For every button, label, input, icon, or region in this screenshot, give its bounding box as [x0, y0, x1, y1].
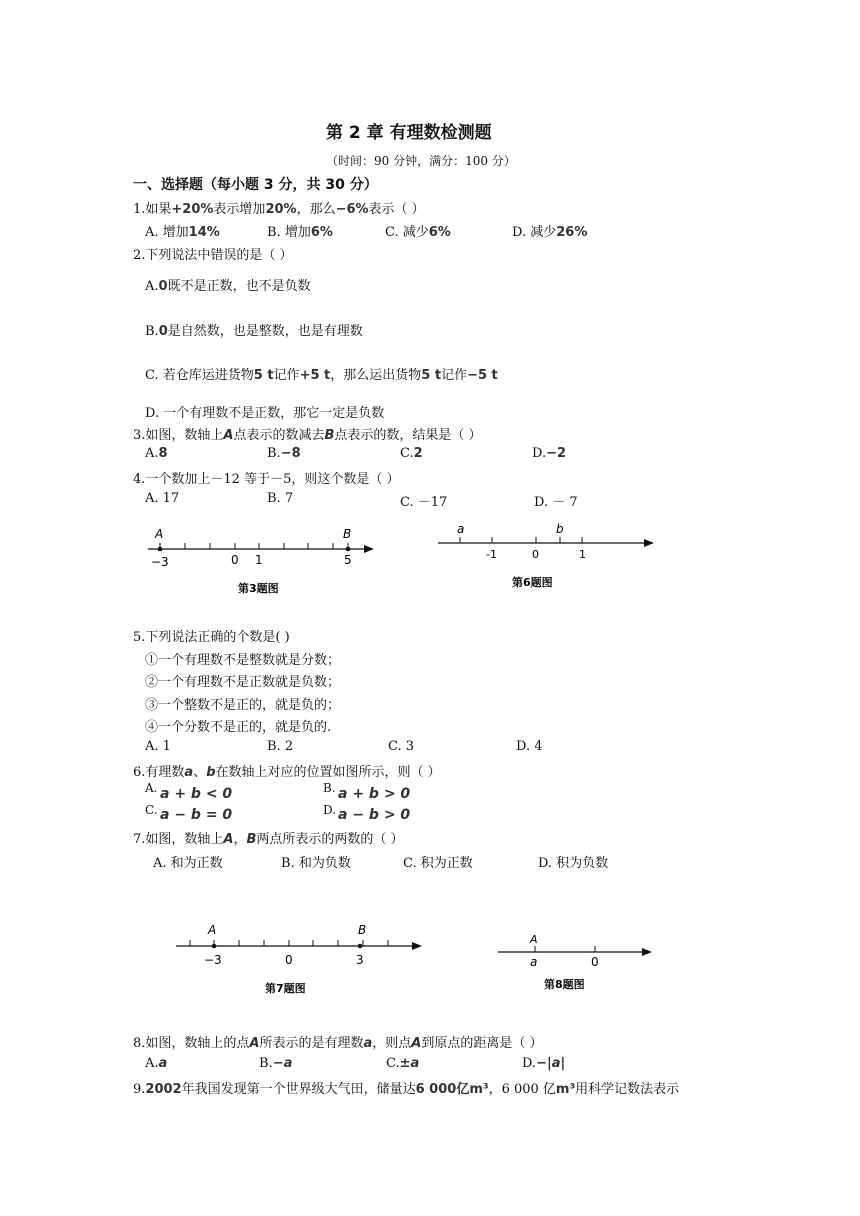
q1-text: 1.如果: [133, 202, 172, 217]
fig7-tick-3: 3: [356, 953, 364, 967]
question-3: 3.如图，数轴上A点表示的数减去B点表示的数，结果是（ ）: [133, 428, 482, 443]
q1-math: −6%: [335, 202, 369, 217]
fig7-label-a: A: [208, 923, 217, 937]
q1-option-b: B. 增加6%: [267, 225, 333, 240]
fig7-tick-0: 0: [285, 953, 293, 967]
q1-option-d: D. 减少26%: [512, 225, 588, 240]
q1-text: 表示（ ）: [368, 202, 425, 217]
q7-option-d: D. 积为负数: [538, 856, 609, 871]
fig8-label-a-point: A: [530, 933, 538, 946]
fig3-label-a: A: [155, 527, 164, 541]
q1-option-c: C. 减少6%: [385, 225, 451, 240]
q1-math: +20%: [171, 202, 214, 217]
q5-option-a: A. 1: [145, 739, 171, 754]
question-5: 5.下列说法正确的个数是( ): [133, 630, 290, 645]
fig6-label-b: b: [556, 522, 564, 536]
q6-option-a: a + b < 0: [160, 786, 233, 802]
q4-option-b: B. 7: [267, 491, 294, 506]
q5-option-d: D. 4: [516, 739, 543, 754]
q6-option-c-label: C.: [145, 803, 158, 817]
figure-q8-number-line: [492, 928, 662, 998]
q2-option-d: D. 一个有理数不是正数，那它一定是负数: [145, 406, 385, 421]
question-9: 9.2002年我国发现第一个世界级大气田，储量达6 000亿m³，6 000 亿m³用科学记数法表示: [133, 1082, 680, 1097]
q5-option-c: C. 3: [388, 739, 415, 754]
q4-option-a: A. 17: [145, 491, 180, 506]
q5-item-2: ②一个有理数不是正数就是负数；: [145, 675, 341, 690]
page-subtitle: （时间：90 分钟，满分：100 分）: [326, 154, 516, 168]
page-title: 第 2 章 有理数检测题: [326, 123, 492, 143]
q3-option-d: D.−2: [532, 446, 567, 461]
q7-option-c: C. 积为正数: [403, 856, 473, 871]
q4-option-c: C. －17: [400, 495, 448, 510]
question-6: 6.有理数a、b在数轴上对应的位置如图所示，则（ ）: [133, 765, 441, 780]
q5-item-4: ④一个分数不是正的，就是负的.: [145, 720, 332, 735]
fig7-caption: 第7题图: [265, 982, 306, 995]
fig6-label-a: a: [457, 522, 465, 536]
q4-option-d: D. － 7: [534, 495, 578, 510]
section-heading: 一、选择题（每小题 3 分，共 30 分）: [133, 177, 378, 193]
figure-q6-number-line: [432, 518, 662, 593]
q5-item-3: ③一个整数不是正的，就是负的；: [145, 698, 341, 713]
q7-option-b: B. 和为负数: [281, 856, 351, 871]
q3-option-a: A.8: [145, 446, 168, 461]
fig8-tick-0: 0: [591, 955, 599, 969]
fig3-tick-neg3: −3: [151, 555, 169, 569]
figure-q3-number-line: [140, 522, 380, 600]
fig3-caption: 第3题图: [238, 582, 279, 595]
q2-option-b: B.0是自然数，也是整数，也是有理数: [145, 324, 363, 339]
fig6-tick-0: 0: [532, 548, 539, 561]
q1-option-a: A. 增加14%: [145, 225, 220, 240]
fig8-label-a-value: a: [530, 955, 538, 969]
question-8: 8.如图，数轴上的点A所表示的是有理数a，则点A到原点的距离是（ ）: [133, 1036, 543, 1051]
fig6-tick-neg1: -1: [486, 548, 497, 561]
q6-option-d-label: D.: [323, 803, 337, 817]
q1-text: ，那么: [296, 202, 336, 217]
q2-option-c: C. 若仓库运进货物5 t记作+5 t，那么运出货物5 t记作−5 t: [145, 368, 498, 383]
q7-option-a: A. 和为正数: [153, 856, 223, 871]
fig3-label-b: B: [343, 527, 352, 541]
q8-option-b: B.−a: [259, 1056, 293, 1071]
q3-option-b: B.−8: [267, 446, 301, 461]
q1-text: 表示增加: [213, 202, 266, 217]
q5-item-1: ①一个有理数不是整数就是分数；: [145, 653, 341, 668]
q3-option-c: C.2: [400, 446, 423, 461]
q8-option-d: D.−|a|: [522, 1056, 566, 1071]
q6-option-d: a − b > 0: [338, 807, 411, 823]
q6-option-c: a − b = 0: [160, 807, 233, 823]
fig8-caption: 第8题图: [544, 978, 585, 991]
question-4: 4.一个数加上－12 等于－5，则这个数是（ ）: [133, 472, 400, 487]
q1-math: 20%: [265, 202, 297, 217]
q8-option-c: C.±a: [386, 1056, 420, 1071]
figure-q7-number-line: [170, 918, 430, 1000]
fig6-caption: 第6题图: [512, 576, 553, 589]
q6-option-b: a + b > 0: [338, 786, 411, 802]
question-7: 7.如图，数轴上A，B两点所表示的两数的（ ）: [133, 832, 404, 847]
fig3-tick-5: 5: [344, 553, 352, 567]
question-2: 2.下列说法中错误的是（ ）: [133, 248, 293, 263]
q6-option-b-label: B.: [323, 781, 336, 795]
q8-option-a: A.a: [145, 1056, 168, 1071]
fig7-tick-neg3: −3: [204, 953, 222, 967]
fig6-tick-1: 1: [579, 548, 586, 561]
fig7-label-b: B: [358, 923, 367, 937]
question-1: [133, 198, 425, 217]
q2-option-a: A.0既不是正数，也不是负数: [145, 279, 311, 294]
q6-option-a-label: A.: [145, 781, 158, 795]
fig3-tick-0: 0: [231, 553, 239, 567]
fig3-tick-1: 1: [255, 553, 263, 567]
q5-option-b: B. 2: [267, 739, 294, 754]
